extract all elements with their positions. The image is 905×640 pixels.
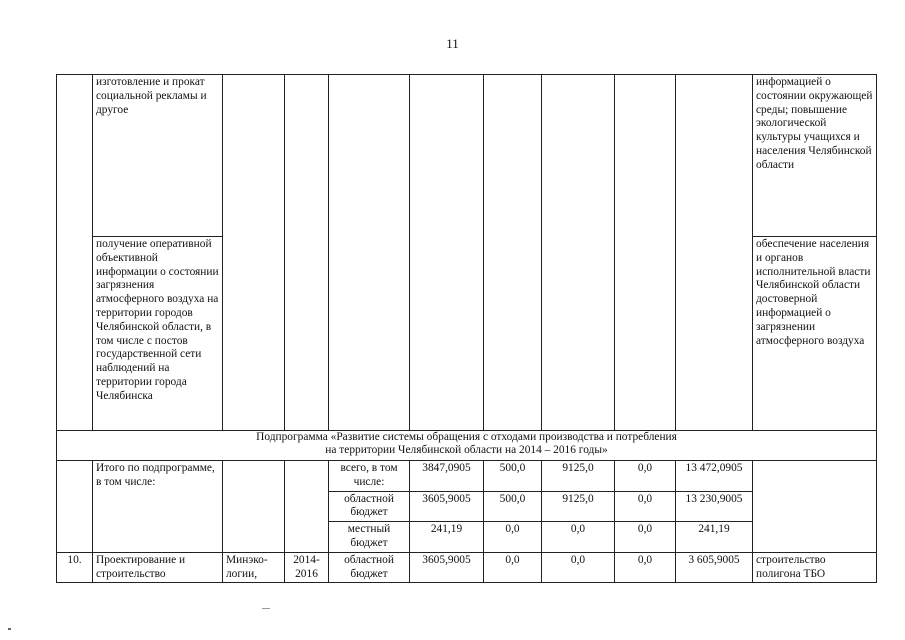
total-cell: 13 230,9005 [676, 491, 753, 522]
result-cell: информацией о состоянии окружающей среды; повышение экологической культуры учащихся и населения Челябинской области [753, 75, 877, 237]
row-number: 10. [57, 552, 93, 583]
result-cell: обеспечение населения и органов исполнительной власти Челябинской области достоверной информацией о загрязнении атмосферного воздуха [753, 237, 877, 431]
value-cell: 3847,0905 [410, 461, 484, 492]
page-number: 11 [446, 36, 459, 51]
source-cell: областной бюджет [329, 552, 410, 583]
value-cell: 0,0 [542, 522, 615, 553]
total-cell: 241,19 [676, 522, 753, 553]
value-cell: 0,0 [615, 552, 676, 583]
value-cell: 0,0 [484, 522, 542, 553]
subprogram-title-line2: на территории Челябинской области на 2014 – 2016 годы» [325, 443, 608, 456]
value-cell: 9125,0 [542, 491, 615, 522]
activity-cell: получение оперативной объективной информации о состоянии загрязнения атмосферного воздуха на территории городов Челябинской области, в том числе с постов государственной сети наблюдений на территории города Челябинска [93, 237, 223, 431]
value-cell: 3605,9005 [410, 491, 484, 522]
value-cell: 3605,9005 [410, 552, 484, 583]
value-cell: 0,0 [615, 461, 676, 492]
subprogram-row [57, 431, 877, 461]
period-cell: 2014-2016 [285, 552, 329, 583]
value-cell: 9125,0 [542, 461, 615, 492]
table-row [57, 75, 877, 237]
activity-cell: изготовление и прокат социальной рекламы и другое [93, 75, 223, 237]
total-label: Итого по подпрограмме, в том числе: [93, 461, 223, 553]
value-cell: 241,19 [410, 522, 484, 553]
activity-cell: Проектирование и строительство [93, 552, 223, 583]
program-table [56, 74, 877, 583]
subprogram-title-line1: Подпрограмма «Развитие системы обращения с отходами производства и потребления [256, 431, 677, 443]
value-cell: 0,0 [615, 491, 676, 522]
source-cell: всего, в том числе: [329, 461, 410, 492]
total-cell: 13 472,0905 [676, 461, 753, 492]
total-cell: 3 605,9005 [676, 552, 753, 583]
value-cell: 500,0 [484, 461, 542, 492]
scan-speck [262, 608, 270, 609]
value-cell: 500,0 [484, 491, 542, 522]
value-cell: 0,0 [484, 552, 542, 583]
table-row [57, 461, 877, 492]
scan-speck [8, 628, 11, 630]
source-cell: местный бюджет [329, 522, 410, 553]
value-cell: 0,0 [542, 552, 615, 583]
source-cell: областной бюджет [329, 491, 410, 522]
table-row [57, 552, 877, 583]
executor-cell: Минэко-логии, [223, 552, 285, 583]
result-cell: строительство полигона ТБО [753, 552, 877, 583]
value-cell: 0,0 [615, 522, 676, 553]
